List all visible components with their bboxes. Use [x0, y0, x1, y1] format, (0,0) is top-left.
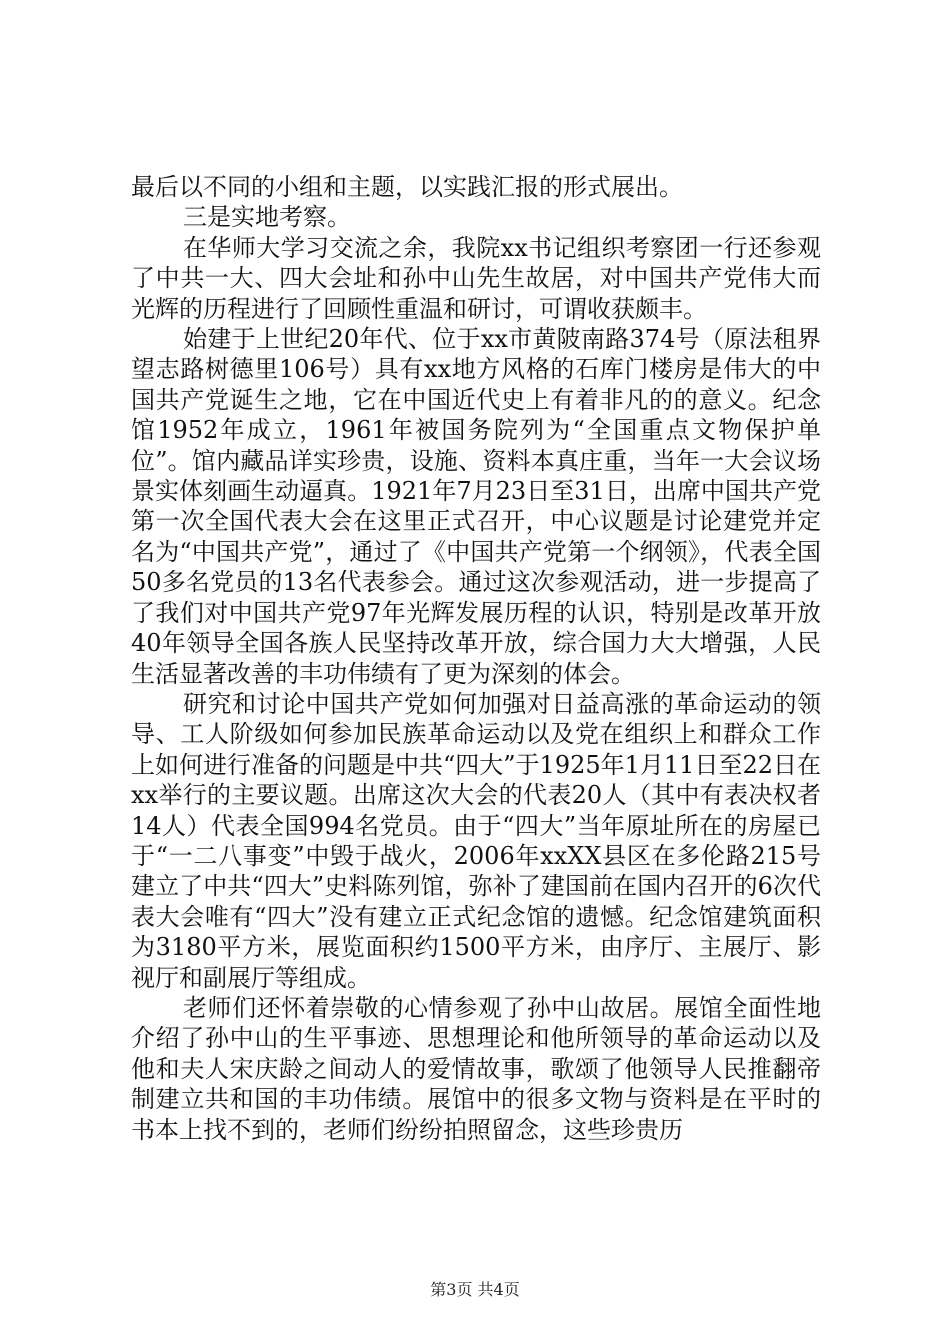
paragraph-3: 在华师大学习交流之余，我院xx书记组织考察团一行还参观了中共一大、四大会址和孙中山先生故居，对中国共产党伟大而光辉的历程进行了回顾性重温和研讨，可谓收获颇丰。 — [131, 233, 821, 323]
paragraph-1: 最后以不同的小组和主题，以实践汇报的形式展出。 — [131, 173, 683, 201]
paragraph-6: 老师们还怀着崇敬的心情参观了孙中山故居。展馆全面性地介绍了孙中山的生平事迹、思想理论和他所领导的革命运动以及他和夫人宋庆龄之间动人的爱情故事，歌颂了他领导人民推翻帝制建立共和国的丰功伟绩。展馆中的很多文物与资料是在平时的书本上找不到的，老师们纷纷拍照留念，这些珍贵历 — [131, 993, 821, 1144]
paragraph-4: 始建于上世纪20年代、位于xx市黄陂南路374号（原法租界望志路树德里106号）具有xx地方风格的石库门楼房是伟大的中国共产党诞生之地，它在中国近代史上有着非凡的的意义。纪念馆1952年成立，1961年被国务院列为“全国重点文物保护单位”。馆内藏品详实珍贵，设施、资料本真庄重，当年一大会议场景实体刻画生动逼真。1921年7月23日至31日，出席中国共产党第一次全国代表大会在这里正式召开，中心议题是讨论建党并定名为“中国共产党”，通过了《中国共产党第一个纲领》，代表全国50多名党员的13名代表参会。通过这次参观活动，进一步提高了了我们对中国共产党97年光辉发展历程的认识，特别是改革开放40年领导全国各族人民坚持改革开放，综合国力大大增强，人民生活显著改善的丰功伟绩有了更为深刻的体会。 — [131, 325, 821, 688]
document-body — [131, 172, 821, 1145]
page-footer: 第3页 共4页 — [430, 1280, 520, 1299]
paragraph-2: 三是实地考察。 — [183, 203, 351, 232]
paragraph-5: 研究和讨论中国共产党如何加强对日益高涨的革命运动的领导、工人阶级如何参加民族革命运动以及党在组织上和群众工作上如何进行准备的问题是中共“四大”于1925年1月11日至22日在xx举行的主要议题。出席这次大会的代表20人（其中有表决权者14人）代表全国994名党员。由于“四大”当年原址所在的房屋已于“一二八事变”中毁于战火，2006年xxXX县区在多伦路215号建立了中共“四大”史料陈列馆，弥补了建国前在国内召开的6次代表大会唯有“四大”没有建立正式纪念馆的遗憾。纪念馆建筑面积为3180平方米，展览面积约1500平方米，由序厅、主展厅、影视厅和副展厅等组成。 — [131, 689, 821, 992]
